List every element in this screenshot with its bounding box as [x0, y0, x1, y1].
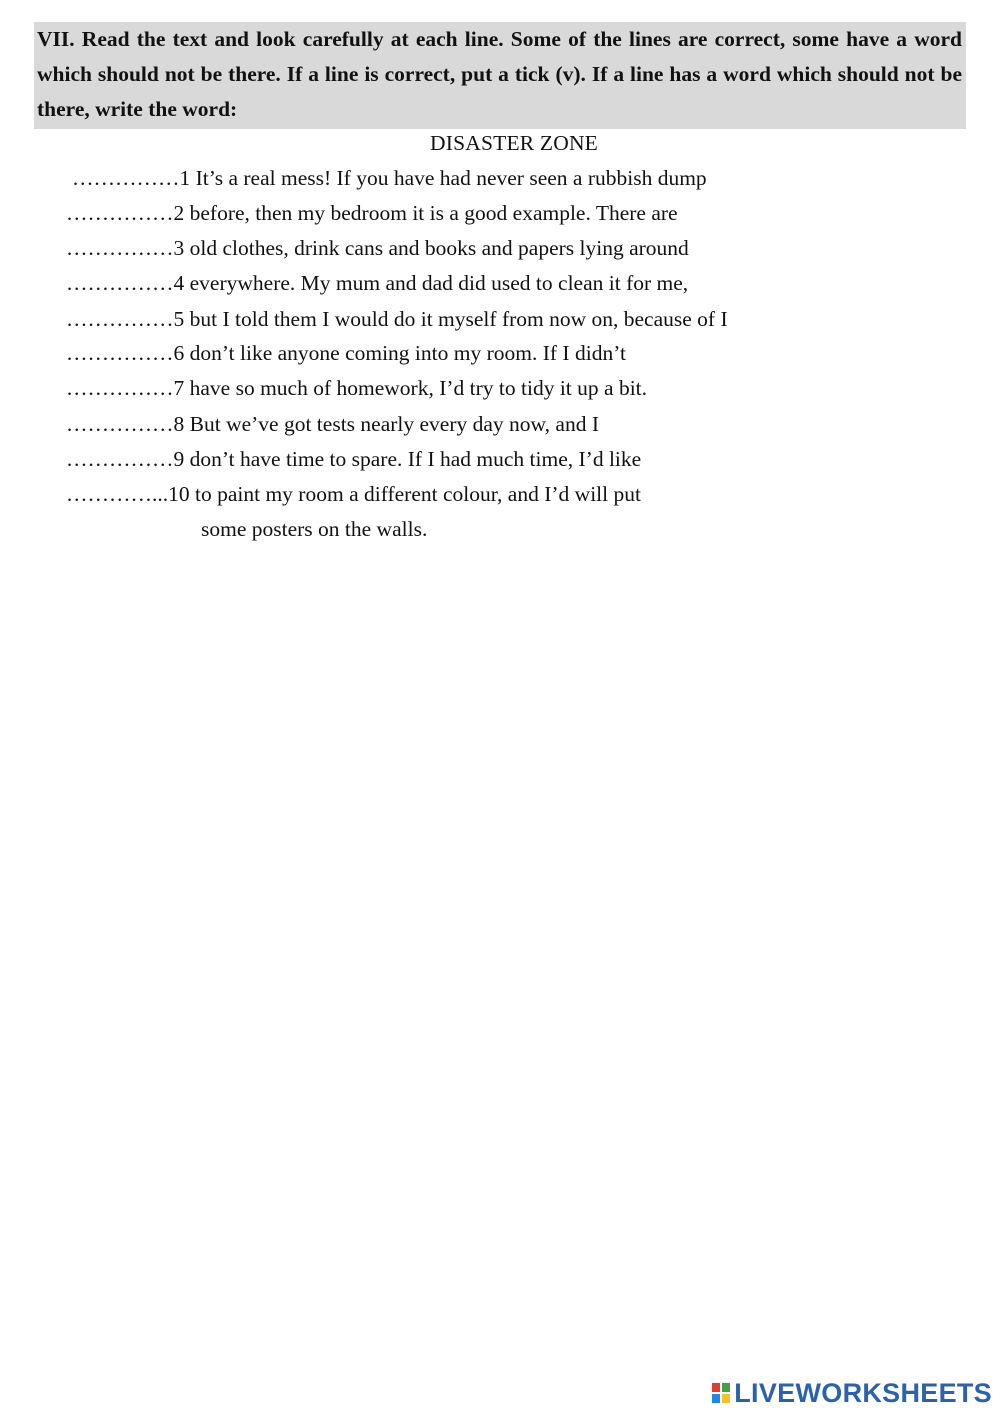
line-number: 4 [173, 271, 185, 295]
answer-blank[interactable]: …………… [66, 447, 174, 471]
answer-blank[interactable]: …………… [66, 376, 174, 400]
answer-blank[interactable]: …………… [66, 307, 174, 331]
exercise-line-10 [66, 479, 641, 509]
exercise-line-5 [66, 304, 728, 334]
exercise-line-7 [66, 373, 647, 403]
exercise-line-9 [66, 444, 641, 474]
brand-name: LIVEWORKSHEETS [734, 1377, 992, 1408]
answer-blank[interactable]: …………… [72, 166, 180, 190]
line-text: don’t have time to spare. If I had much time, I’d like [189, 447, 642, 471]
line-text: old clothes, drink cans and books and papers lying around [189, 236, 689, 260]
line-text: But we’ve got tests nearly every day now, and I [189, 412, 599, 436]
answer-blank[interactable]: …………… [66, 236, 174, 260]
line-text: before, then my bedroom it is a good example. There are [189, 201, 678, 225]
line-number: 3 [173, 236, 185, 260]
instructions: VII. Read the text and look carefully at each line. Some of the lines are correct, some have a word which should not be there. If a line is correct, put a tick (v). If a line has a word which should not be there, write the word: [34, 22, 966, 129]
line-number: 2 [173, 201, 185, 225]
liveworksheets-logo-icon [711, 1382, 731, 1404]
exercise-line-6 [66, 338, 626, 368]
answer-blank[interactable]: …………... [66, 482, 169, 506]
exercise-line-1 [72, 163, 707, 193]
line-text: have so much of homework, I’d try to tidy it up a bit. [189, 376, 648, 400]
answer-blank[interactable]: …………… [66, 271, 174, 295]
exercise-line-3 [66, 233, 689, 263]
liveworksheets-brand [711, 1378, 992, 1408]
line-text: everywhere. My mum and dad did used to clean it for me, [189, 271, 689, 295]
exercise-line-4 [66, 268, 688, 298]
answer-blank[interactable]: …………… [66, 412, 174, 436]
line-text: don’t like anyone coming into my room. If I didn’t [189, 341, 626, 365]
line-number: 6 [173, 341, 185, 365]
answer-blank[interactable]: …………… [66, 201, 174, 225]
exercise-line-2 [66, 198, 678, 228]
line-text: but I told them I would do it myself from now on, because of I [189, 307, 728, 331]
line-number: 8 [173, 412, 185, 436]
line-number: 10 [168, 482, 190, 506]
line-text: It’s a real mess! If you have had never seen a rubbish dump [195, 166, 707, 190]
page-title: DISASTER ZONE [429, 131, 599, 155]
line-number: 1 [179, 166, 191, 190]
line-number: 5 [173, 307, 185, 331]
line-number: 7 [173, 376, 185, 400]
line-text: to paint my room a different colour, and I’d will put [195, 482, 641, 506]
exercise-line-8 [66, 409, 599, 439]
answer-blank[interactable]: …………… [66, 341, 174, 365]
line-10-continuation: some posters on the walls. [201, 517, 428, 541]
line-number: 9 [173, 447, 185, 471]
